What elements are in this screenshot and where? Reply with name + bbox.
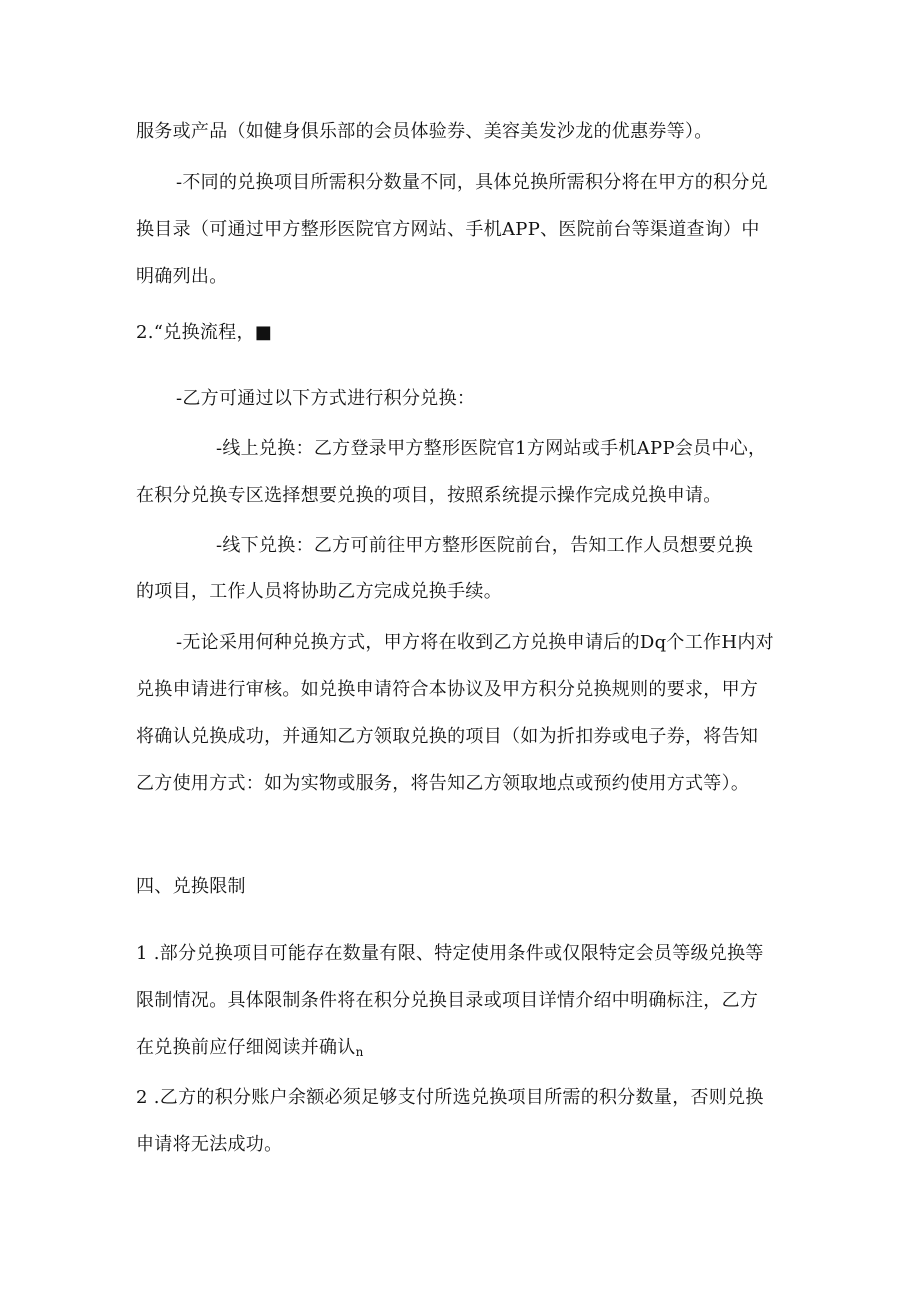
paragraph-review-line1: -无论采用何种兑换方式，甲方将在收到乙方兑换申请后的Dq个工作H内对 [176, 632, 774, 653]
section-heading-exchange-process: 2.“兑换流程，■ [136, 322, 273, 343]
paragraph-online-exchange-line2: 在积分兑换专区选择想要兑换的项目，按照系统提示操作完成兑换申请。 [136, 485, 722, 506]
paragraph-points-required-line1: -不同的兑换项目所需积分数量不同，具体兑换所需积分将在甲方的积分兑 [176, 172, 768, 193]
list-item-1-line1: 1 .部分兑换项目可能存在数量有限、特定使用条件或仅限特定会员等级兑换等 [136, 943, 764, 964]
paragraph-online-exchange-line1: -线上兑换：乙方登录甲方整形医院官1方网站或手机APP会员中心， [216, 438, 767, 459]
paragraph-review-line2: 兑换申请进行审核。如兑换申请符合本协议及甲方积分兑换规则的要求，甲方 [136, 679, 759, 700]
paragraph-review-line4: 乙方使用方式：如为实物或服务，将告知乙方领取地点或预约使用方式等）。 [136, 773, 750, 794]
list-item-2-line2: 申请将无法成功。 [136, 1134, 283, 1155]
subscript-mark: n [355, 1045, 364, 1059]
paragraph-exchange-methods: -乙方可通过以下方式进行积分兑换： [176, 388, 476, 409]
list-item-1-line3: 在兑换前应仔细阅读并确认$_n$ [136, 1037, 364, 1059]
paragraph-points-required-line3: 明确列出。 [136, 266, 228, 287]
paragraph-review-line3: 将确认兑换成功，并通知乙方领取兑换的项目（如为折扣券或电子券，将告知 [136, 726, 759, 747]
list-item-2-line1: 2 .乙方的积分账户余额必须足够支付所选兑换项目所需的积分数量，否则兑换 [136, 1087, 764, 1108]
section-heading-exchange-limits: 四、兑换限制 [136, 876, 246, 897]
paragraph-offline-exchange-line2: 的项目，工作人员将协助乙方完成兑换手续。 [136, 581, 502, 602]
paragraph-service-products: 服务或产品（如健身俱乐部的会员体验券、美容美发沙龙的优惠券等）。 [136, 121, 713, 142]
paragraph-offline-exchange-line1: -线下兑换：乙方可前往甲方整形医院前台，告知工作人员想要兑换 [216, 535, 754, 556]
list-item-1-line2: 限制情况。具体限制条件将在积分兑换目录或项目详情介绍中明确标注，乙方 [136, 990, 759, 1011]
paragraph-points-required-line2: 换目录（可通过甲方整形医院官方网站、手机APP、医院前台等渠道查询）中 [136, 219, 760, 240]
